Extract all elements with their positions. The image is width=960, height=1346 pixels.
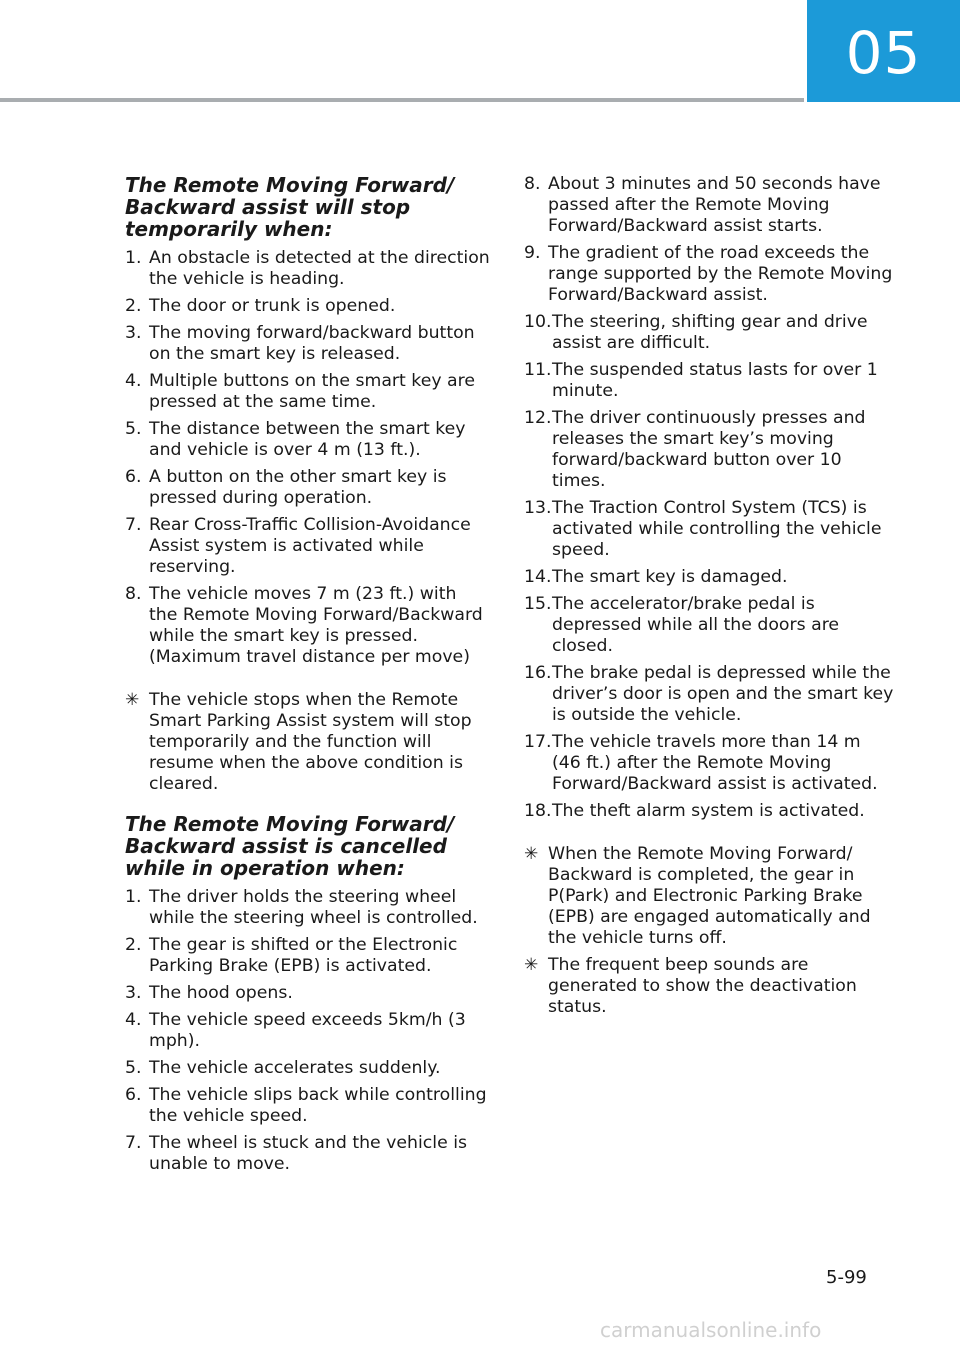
list-item	[125, 323, 490, 365]
item-text: A button on the other smart key is pressed during operation.	[149, 467, 447, 508]
item-text: The hood opens.	[149, 983, 293, 1003]
item-text: The moving forward/backward button on the smart key is released.	[149, 323, 475, 364]
item-text: The smart key is damaged.	[552, 567, 788, 587]
note-text: When the Remote Moving Forward/ Backward is completed, the gear in P(Park) and Electronic Parking Brake (EPB) are engaged automatically and the vehicle turns off.	[548, 844, 871, 948]
note	[125, 690, 490, 795]
note-asterisk-icon: ✳	[524, 955, 539, 975]
watermark: carmanualsonline.info	[600, 1318, 822, 1342]
right-column	[524, 174, 894, 1024]
item-text: Multiple buttons on the smart key are pressed at the same time.	[149, 371, 475, 412]
item-text: The Traction Control System (TCS) is activated while controlling the vehicle speed.	[552, 498, 882, 560]
item-text: The door or trunk is opened.	[149, 296, 396, 316]
item-text: About 3 minutes and 50 seconds have passed after the Remote Moving Forward/Backward assist starts.	[548, 174, 881, 236]
item-number: 8.	[125, 584, 142, 604]
list-item	[524, 594, 894, 657]
item-number: 2.	[125, 935, 142, 955]
stop-conditions-list	[125, 248, 490, 668]
list-item	[125, 1058, 490, 1079]
item-text: The brake pedal is depressed while the driver’s door is open and the smart key is outside the vehicle.	[552, 663, 894, 725]
item-number: 16.	[524, 663, 552, 683]
list-item	[524, 243, 894, 306]
item-number: 6.	[125, 1085, 142, 1105]
list-item	[125, 296, 490, 317]
item-number: 4.	[125, 371, 142, 391]
list-item	[125, 1085, 490, 1127]
header-rule	[0, 98, 804, 102]
note-asterisk-icon: ✳	[125, 690, 140, 710]
list-item	[125, 1133, 490, 1175]
note-text: The vehicle stops when the Remote Smart Parking Assist system will stop temporarily and the function will resume when the above condition is cleared.	[149, 690, 472, 794]
page-number: 5-99	[826, 1267, 867, 1288]
item-number: 1.	[125, 887, 142, 907]
item-number: 10.	[524, 312, 552, 332]
item-text: The gradient of the road exceeds the range supported by the Remote Moving Forward/Backward assist.	[548, 243, 893, 305]
item-text: The wheel is stuck and the vehicle is unable to move.	[149, 1133, 468, 1174]
item-text: The vehicle accelerates suddenly.	[149, 1058, 441, 1078]
note-text: The frequent beep sounds are generated to show the deactivation status.	[548, 955, 857, 1017]
list-item	[125, 983, 490, 1004]
item-number: 8.	[524, 174, 541, 194]
list-item	[524, 732, 894, 795]
item-text: An obstacle is detected at the direction the vehicle is heading.	[149, 248, 490, 289]
item-text: Rear Cross-Traffic Collision-Avoidance Assist system is activated while reserving.	[149, 515, 471, 577]
list-item	[125, 935, 490, 977]
list-item	[524, 567, 894, 588]
item-number: 5.	[125, 1058, 142, 1078]
item-number: 15.	[524, 594, 552, 614]
list-item	[524, 312, 894, 354]
item-number: 11.	[524, 360, 552, 380]
list-item	[125, 419, 490, 461]
item-number: 4.	[125, 1010, 142, 1030]
note	[524, 844, 894, 949]
item-text: The vehicle travels more than 14 m (46 ft.) after the Remote Moving Forward/Backward assist is activated.	[552, 732, 878, 794]
item-number: 1.	[125, 248, 142, 268]
item-number: 5.	[125, 419, 142, 439]
left-column	[125, 174, 490, 1181]
item-number: 17.	[524, 732, 552, 752]
list-item	[524, 360, 894, 402]
item-text: The vehicle slips back while controlling the vehicle speed.	[149, 1085, 487, 1126]
list-item	[125, 371, 490, 413]
section-heading-cancelled: The Remote Moving Forward/ Backward assist is cancelled while in operation when:	[125, 812, 455, 880]
list-item	[125, 515, 490, 578]
list-item	[125, 887, 490, 929]
item-number: 7.	[125, 515, 142, 535]
item-text: The vehicle speed exceeds 5km/h (3 mph).	[149, 1010, 466, 1051]
list-item	[125, 584, 490, 668]
item-text: The distance between the smart key and vehicle is over 4 m (13 ft.).	[149, 419, 466, 460]
chapter-tab: 05	[807, 0, 960, 102]
item-text: The vehicle moves 7 m (23 ft.) with the Remote Moving Forward/Backward while the smart key is pressed. (Maximum travel distance per move)	[149, 584, 483, 667]
item-text: The suspended status lasts for over 1 minute.	[552, 360, 878, 401]
item-number: 18.	[524, 801, 552, 821]
item-number: 3.	[125, 983, 142, 1003]
list-item	[125, 248, 490, 290]
item-text: The theft alarm system is activated.	[552, 801, 865, 821]
item-number: 14.	[524, 567, 552, 587]
note	[524, 955, 894, 1018]
list-item	[524, 498, 894, 561]
note-asterisk-icon: ✳	[524, 844, 539, 864]
cancel-conditions-list	[125, 887, 490, 1175]
list-item	[524, 174, 894, 237]
item-text: The accelerator/brake pedal is depressed while all the doors are closed.	[552, 594, 840, 656]
item-text: The driver continuously presses and releases the smart key’s moving forward/backward button over 10 times.	[552, 408, 866, 491]
item-number: 2.	[125, 296, 142, 316]
item-number: 12.	[524, 408, 552, 428]
item-number: 7.	[125, 1133, 142, 1153]
item-text: The driver holds the steering wheel while the steering wheel is controlled.	[149, 887, 478, 928]
item-number: 13.	[524, 498, 552, 518]
list-item	[524, 408, 894, 492]
list-item	[125, 1010, 490, 1052]
section-heading-stop-temporarily: The Remote Moving Forward/ Backward assist will stop temporarily when:	[125, 173, 455, 241]
list-item	[524, 801, 894, 822]
item-text: The steering, shifting gear and drive assist are difficult.	[552, 312, 868, 353]
list-item	[524, 663, 894, 726]
list-item	[125, 467, 490, 509]
item-number: 9.	[524, 243, 541, 263]
item-number: 3.	[125, 323, 142, 343]
item-text: The gear is shifted or the Electronic Parking Brake (EPB) is activated.	[149, 935, 458, 976]
item-number: 6.	[125, 467, 142, 487]
cancel-conditions-list-continued	[524, 174, 894, 822]
